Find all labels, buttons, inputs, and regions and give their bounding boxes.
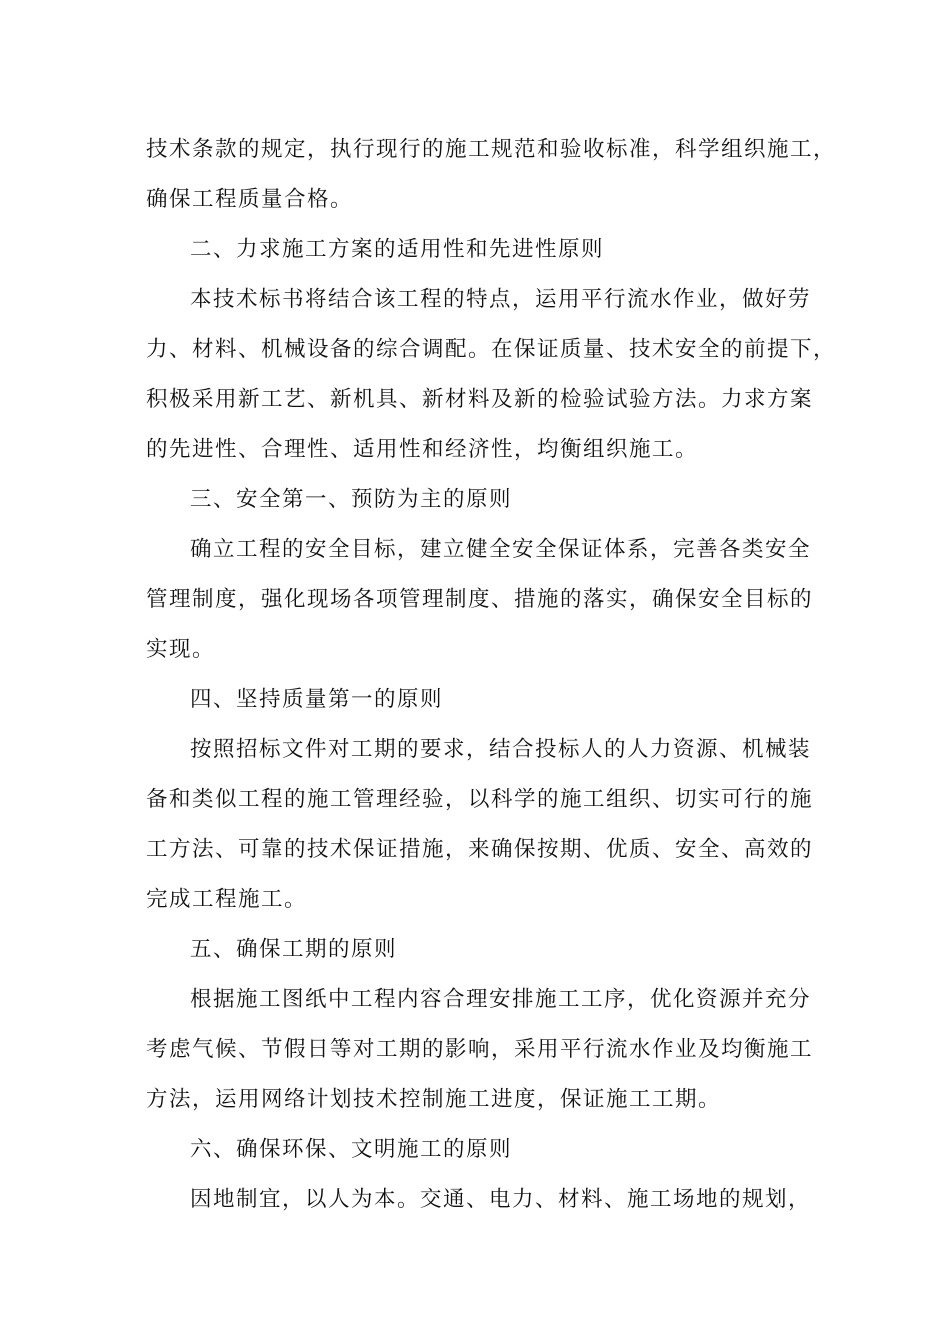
body-text-line: 方法，运用网络计划技术控制施工进度，保证施工工期。 — [146, 1087, 722, 1112]
body-text-line: 技术条款的规定，执行现行的施工规范和验收标准，科学组织施工， — [146, 137, 837, 162]
body-text-line: 备和类似工程的施工管理经验，以科学的施工组织、切实可行的施 — [146, 787, 814, 812]
section-heading-5: 五、确保工期的原则 — [190, 937, 398, 962]
section-heading-3: 三、安全第一、预防为主的原则 — [190, 487, 513, 512]
body-text-line: 因地制宜，以人为本。交通、电力、材料、施工场地的规划， — [190, 1187, 812, 1212]
body-text-line: 确保工程质量合格。 — [146, 187, 354, 212]
body-text-line: 力、材料、机械设备的综合调配。在保证质量、技术安全的前提下， — [146, 337, 837, 362]
section-heading-2: 二、力求施工方案的适用性和先进性原则 — [190, 237, 605, 262]
body-text-line: 积极采用新工艺、新机具、新材料及新的检验试验方法。力求方案 — [146, 387, 814, 412]
body-text-line: 按照招标文件对工期的要求，结合投标人的人力资源、机械装 — [190, 737, 812, 762]
body-text-line: 确立工程的安全目标，建立健全安全保证体系，完善各类安全 — [190, 537, 812, 562]
body-text-line: 根据施工图纸中工程内容合理安排施工工序，优化资源并充分 — [190, 987, 812, 1012]
body-text-line: 工方法、可靠的技术保证措施，来确保按期、优质、安全、高效的 — [146, 837, 814, 862]
body-text-line: 完成工程施工。 — [146, 887, 308, 912]
body-text-line: 本技术标书将结合该工程的特点，运用平行流水作业，做好劳 — [190, 287, 812, 312]
section-heading-4: 四、坚持质量第一的原则 — [190, 687, 444, 712]
body-text-line: 的先进性、合理性、适用性和经济性，均衡组织施工。 — [146, 437, 699, 462]
body-text-line: 管理制度，强化现场各项管理制度、措施的落实，确保安全目标的 — [146, 587, 814, 612]
section-heading-6: 六、确保环保、文明施工的原则 — [190, 1137, 513, 1162]
body-text-line: 实现。 — [146, 637, 216, 662]
body-text-line: 考虑气候、节假日等对工期的影响，采用平行流水作业及均衡施工 — [146, 1037, 814, 1062]
